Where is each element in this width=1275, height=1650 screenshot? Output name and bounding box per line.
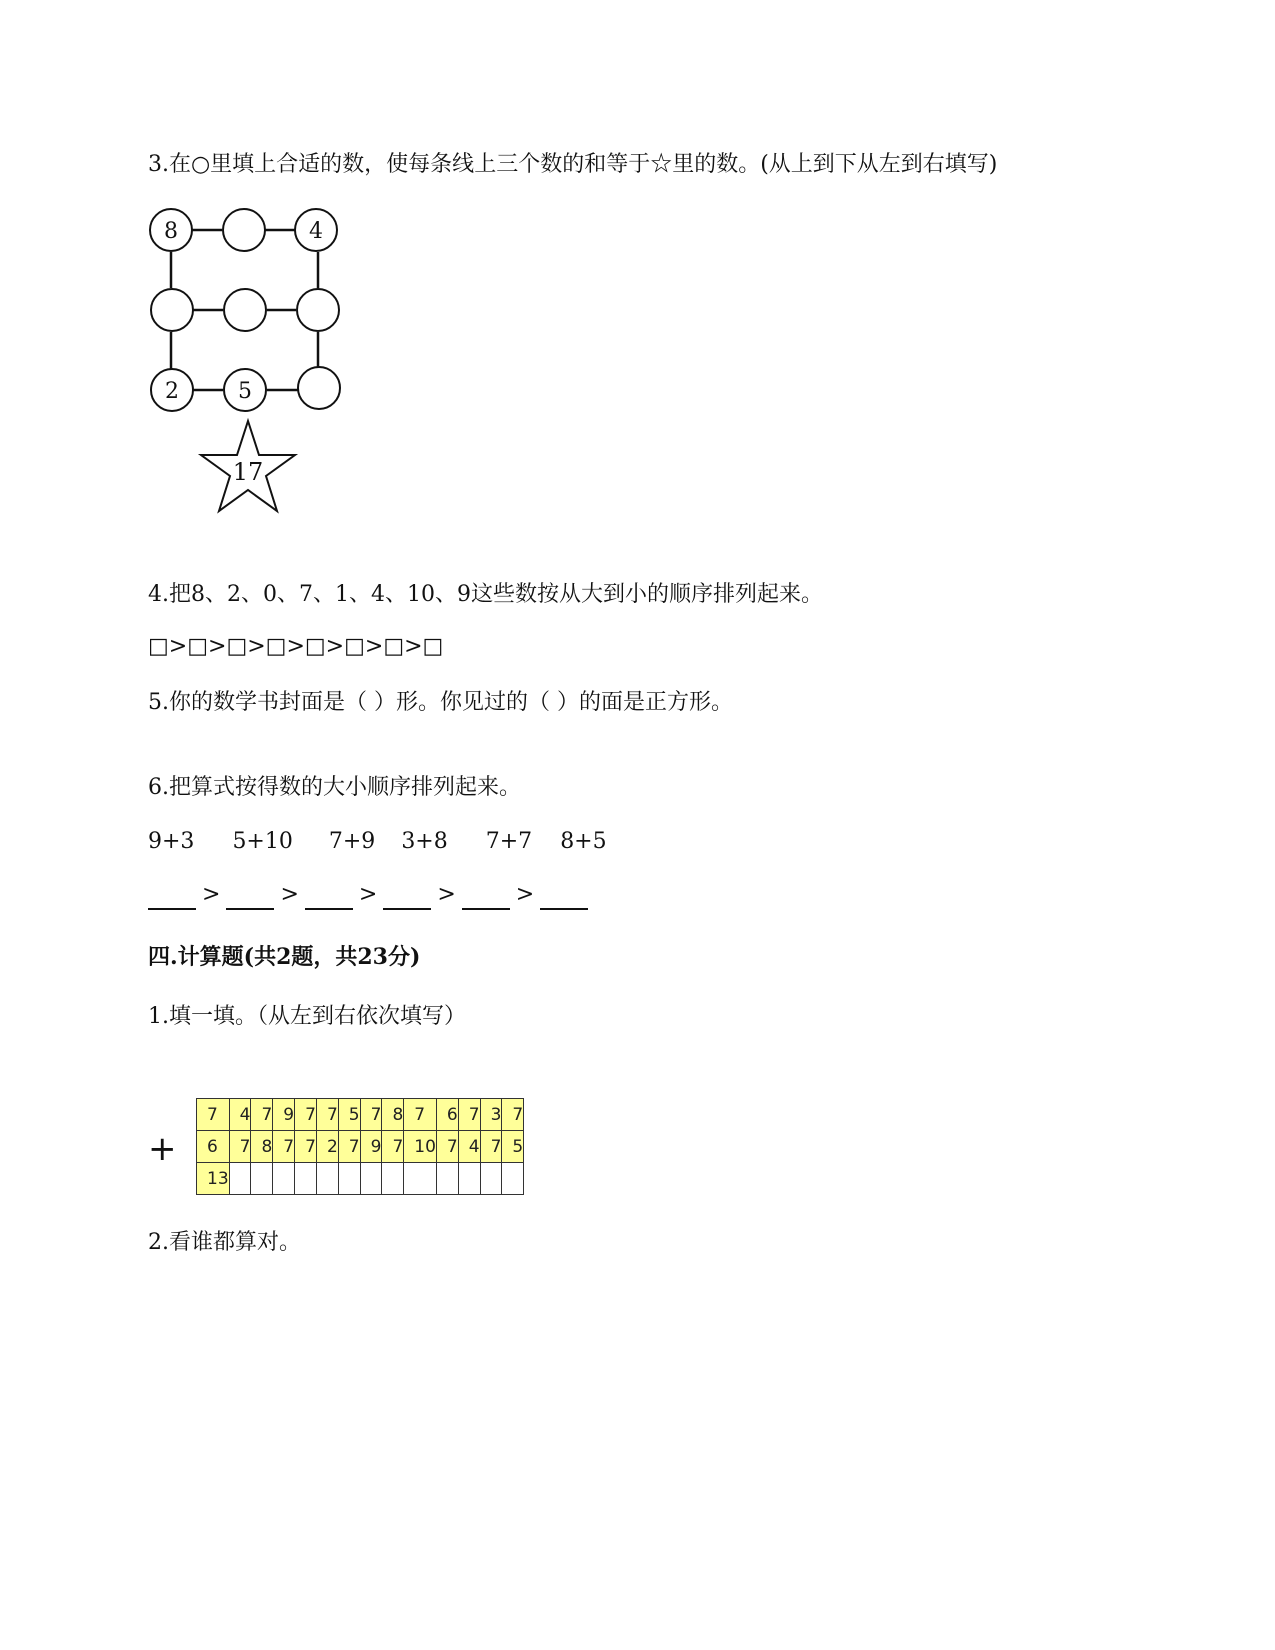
expression-3: 7+9 — [328, 829, 376, 854]
sum-row — [197, 1163, 524, 1195]
table-cell: 7 — [382, 1131, 404, 1163]
greater-than-sign: > — [515, 882, 535, 907]
circle-r2c1[interactable] — [151, 289, 193, 331]
table-cell: 4 — [229, 1099, 251, 1131]
table-cell: 10 — [404, 1131, 437, 1163]
table-cell: 4 — [458, 1131, 480, 1163]
table-cell: 7 — [273, 1131, 295, 1163]
circle-r2c3[interactable] — [297, 289, 339, 331]
expression-2: 5+10 — [232, 829, 293, 854]
number-puzzle-diagram — [148, 208, 364, 538]
expression-6: 8+5 — [560, 829, 607, 854]
circle-value-r3c1: 2 — [165, 379, 179, 404]
sum-answer-cell[interactable] — [273, 1163, 295, 1195]
sum-answer-cell[interactable] — [360, 1163, 382, 1195]
table-cell: 3 — [480, 1099, 502, 1131]
sum-answer-cell[interactable] — [382, 1163, 404, 1195]
table-cell: 7 — [480, 1131, 502, 1163]
table-cell: 6 — [197, 1131, 230, 1163]
sum-answer-cell[interactable] — [480, 1163, 502, 1195]
answer-blank-5[interactable] — [462, 884, 510, 910]
table-cell: 7 — [197, 1099, 230, 1131]
table-cell: 13 — [197, 1163, 230, 1195]
plus-sign: + — [148, 1129, 177, 1169]
question-6-text: 6.把算式按得数的大小顺序排列起来。 — [148, 775, 521, 800]
table-cell: 7 — [295, 1131, 317, 1163]
star-value: 17 — [232, 458, 264, 486]
circle-r2c2[interactable] — [224, 289, 266, 331]
greater-than-sign: > — [202, 882, 221, 907]
question-6-expressions — [148, 827, 607, 857]
table-cell: 6 — [436, 1099, 458, 1131]
expression-4: 3+8 — [401, 829, 448, 854]
table-cell: 7 — [338, 1131, 360, 1163]
expression-1: 9+3 — [148, 829, 195, 854]
section-4-heading: 四.计算题(共2题，共23分) — [148, 944, 421, 970]
sum-answer-cell[interactable] — [229, 1163, 251, 1195]
table-cell: 7 — [316, 1099, 338, 1131]
circle-r3c3[interactable] — [298, 367, 340, 409]
table-cell: 7 — [502, 1099, 524, 1131]
sum-answer-cell[interactable] — [295, 1163, 317, 1195]
table-cell: 5 — [338, 1099, 360, 1131]
answer-blank-4[interactable] — [383, 884, 431, 910]
table-cell: 7 — [229, 1131, 251, 1163]
table-cell: 8 — [382, 1099, 404, 1131]
addend-row-2 — [197, 1131, 524, 1163]
answer-blank-6[interactable] — [540, 884, 588, 910]
answer-blank-2[interactable] — [226, 884, 274, 910]
addition-table — [196, 1098, 524, 1195]
answer-blank-3[interactable] — [305, 884, 353, 910]
sum-answer-cell[interactable] — [316, 1163, 338, 1195]
sum-answer-cell[interactable] — [458, 1163, 480, 1195]
greater-than-sign: > — [358, 882, 378, 907]
sum-answer-cell[interactable] — [502, 1163, 524, 1195]
table-cell: 7 — [404, 1099, 437, 1131]
table-cell: 7 — [436, 1131, 458, 1163]
answer-blank-1[interactable] — [148, 884, 196, 910]
table-cell: 7 — [251, 1099, 273, 1131]
expression-5: 7+7 — [485, 829, 533, 854]
table-cell: 7 — [458, 1099, 480, 1131]
circle-value-r1c3: 4 — [309, 219, 323, 244]
table-cell: 9 — [273, 1099, 295, 1131]
table-cell: 8 — [251, 1131, 273, 1163]
table-cell: 7 — [360, 1099, 382, 1131]
calc-2-text: 2.看谁都算对。 — [148, 1230, 301, 1255]
sum-answer-cell[interactable] — [404, 1163, 437, 1195]
table-cell: 5 — [502, 1131, 524, 1163]
question-4-answer-line: □>□>□>□>□>□>□>□ — [148, 634, 444, 659]
sum-answer-cell[interactable] — [436, 1163, 458, 1195]
greater-than-sign: > — [280, 882, 299, 907]
circle-r1c2[interactable] — [223, 209, 265, 251]
question-5-text: 5.你的数学书封面是（ ）形。你见过的（ ）的面是正方形。 — [148, 690, 733, 715]
table-cell: 2 — [316, 1131, 338, 1163]
addend-row-1 — [197, 1099, 524, 1131]
greater-than-sign: > — [437, 882, 456, 907]
sum-answer-cell[interactable] — [338, 1163, 360, 1195]
table-cell: 9 — [360, 1131, 382, 1163]
calc-1-text: 1.填一填。（从左到右依次填写） — [148, 1004, 466, 1029]
sum-answer-cell[interactable] — [251, 1163, 273, 1195]
question-6-answer-blanks — [148, 880, 588, 910]
circle-value-r1c1: 8 — [164, 219, 178, 244]
circle-value-r3c2: 5 — [238, 379, 252, 404]
question-4-text: 4.把8、2、0、7、1、4、10、9这些数按从大到小的顺序排列起来。 — [148, 582, 823, 607]
table-cell: 7 — [295, 1099, 317, 1131]
question-3-text: 3.在○里填上合适的数，使每条线上三个数的和等于☆里的数。(从上到下从左到右填写) — [148, 152, 998, 177]
